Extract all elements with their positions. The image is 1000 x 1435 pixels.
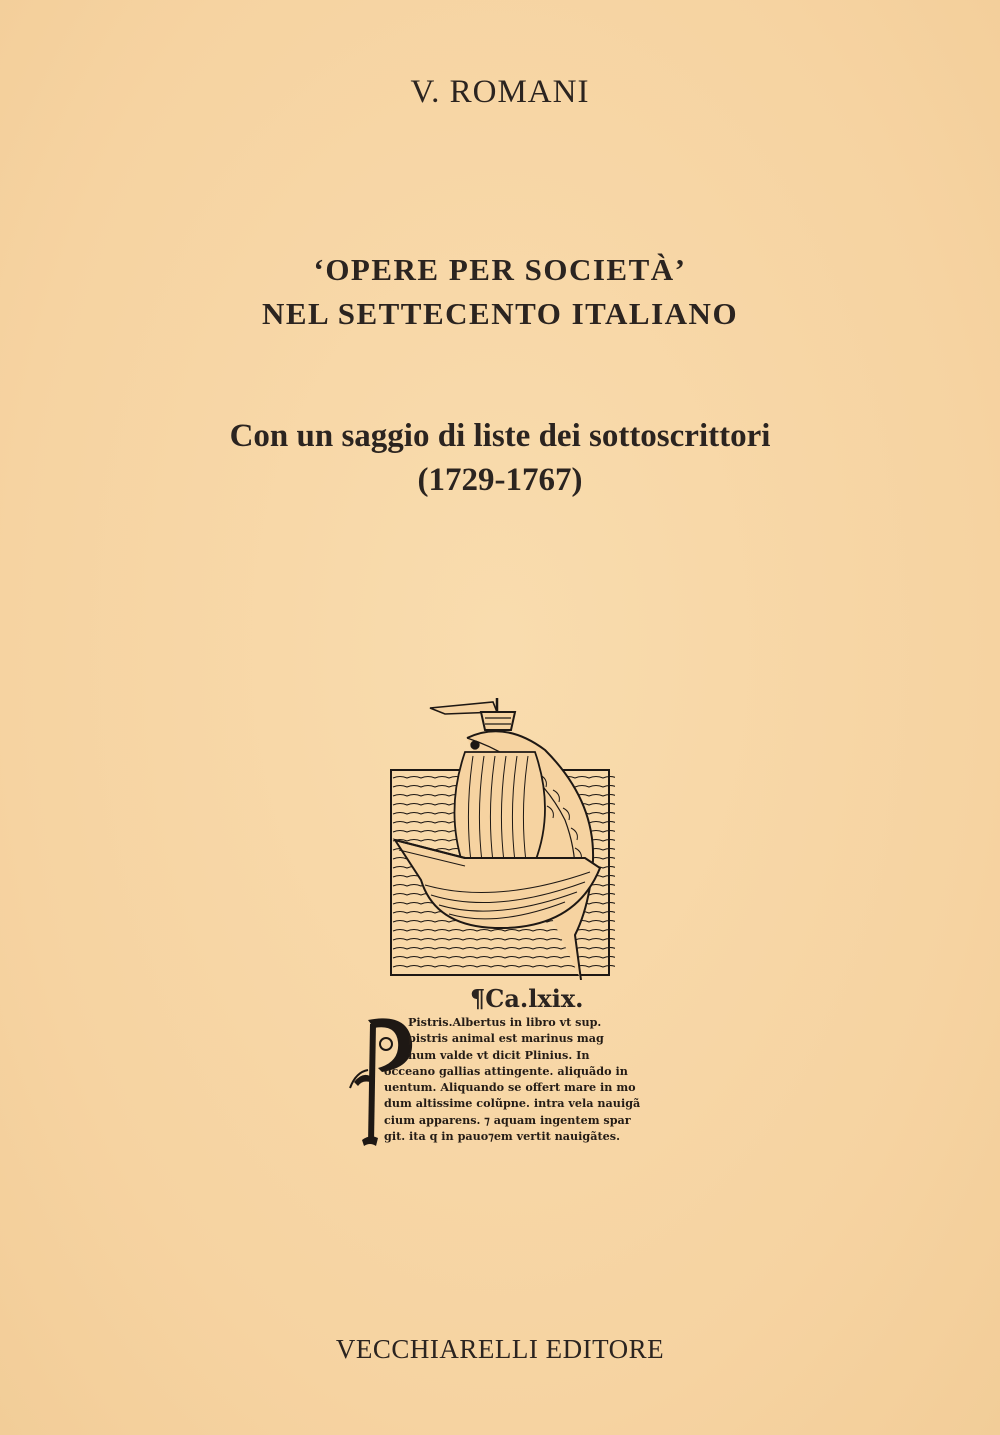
wave-line — [393, 948, 615, 950]
wave-line — [393, 957, 615, 959]
text-line: occeano gallias attingente. aliquãdo in — [384, 1063, 628, 1078]
publisher-name: VECCHIARELLI EDITORE — [335, 1334, 665, 1364]
title-line-1: ‘OPERE PER SOCIETÀ’ — [313, 252, 687, 287]
wave-line — [393, 939, 615, 941]
text-line: dum altissime colũpne. intra vela nauigã — [384, 1096, 641, 1111]
text-line: Pistris.Albertus in libro vt sup. — [408, 1015, 602, 1029]
text-line: cium apparens. ⁊ aquam ingentem spar — [384, 1112, 631, 1127]
wave-line — [393, 930, 615, 932]
wave-line — [393, 966, 615, 968]
title-line-2: NEL SETTECENTO ITALIANO — [261, 296, 739, 331]
chapter-heading: ¶Ca.lxix. — [470, 984, 584, 1013]
ship-woodcut-illustration — [385, 690, 615, 980]
text-line: uentum. Aliquando se offert mare in mo — [384, 1080, 636, 1095]
subtitle-dates: (1729-1767) — [417, 462, 583, 498]
incunabula-text-block — [384, 1014, 641, 1144]
text-line: num valde vt dicit Plinius. In — [408, 1047, 590, 1062]
text-line: pistris animal est marinus mag — [408, 1031, 604, 1046]
author-name: V. ROMANI — [410, 74, 590, 110]
subtitle-line-1: Con un saggio di liste dei sottoscrittori — [229, 418, 771, 454]
text-line: git. ita q in pauo⁊em vertit nauigãtes. — [384, 1129, 620, 1144]
